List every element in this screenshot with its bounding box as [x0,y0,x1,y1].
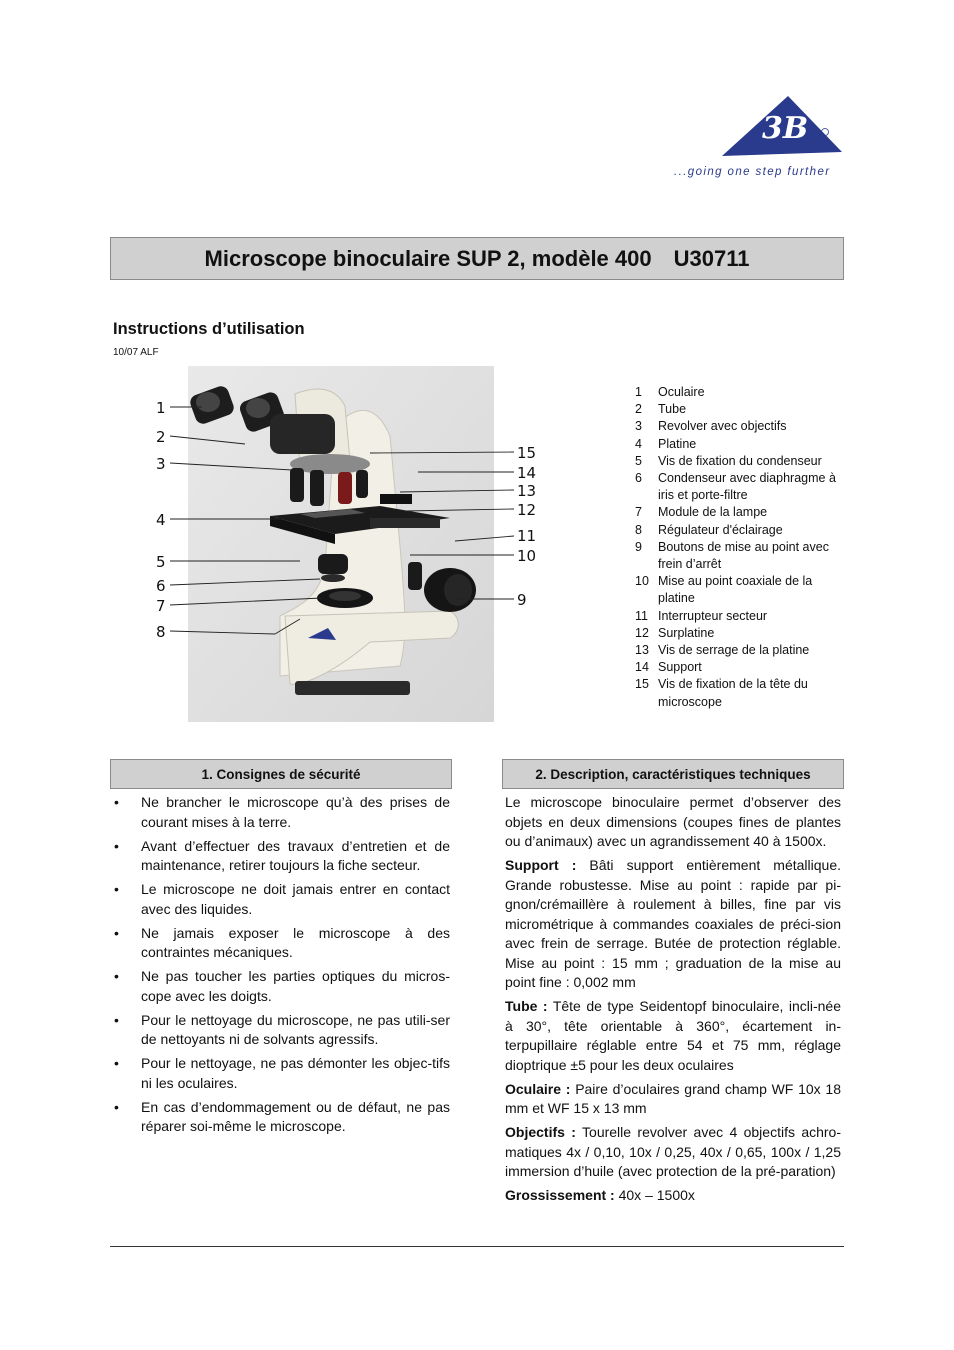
list-item: • Le microscope ne doit jamais entrer en contact avec des liquides. [110,880,450,919]
microscope-photo [150,366,550,722]
list-item: • Pour le nettoyage, ne pas démonter les objec-tifs ni les oculaires. [110,1054,450,1093]
legend-item: 7 Module de la lampe [635,505,768,520]
microscope-figure [150,366,550,722]
callout-14: 14 [517,464,537,482]
callout-8: 8 [156,623,166,641]
logo-tagline: ...going one step further [674,166,831,178]
list-item: • Ne brancher le microscope qu’à des prises de courant mises à la terre. [110,793,450,832]
spec-support: Support : Bâti support entièrement métallique. Grande robustesse. Mise au point : rapide par pi-gnon/crémaillère à roulement à billes, fine par vis micrométrique à commandes coaxiales de préci-sion avec frein de serrage. Butée de protection réglable. Mise au point : 15 mm ; graduation de la mise au point fine : 0,002 mm [505,857,842,990]
callout-5: 5 [156,553,166,571]
legend-item: 2 Tube [635,402,687,417]
spec-objectives: Objectifs : Tourelle revolver avec 4 objectifs achro-matiques 4x / 0,10, 10x / 0,25, 40x / 0,65, 100x / 1,25 immersion d’huile (avec protection de la pré-paration) [505,1124,841,1179]
legend-item: 3 Revolver avec objectifs [635,419,787,434]
callout-15: 15 [517,444,537,462]
callout-7: 7 [156,597,166,615]
parts-legend [635,384,850,711]
list-item: • Ne jamais exposer le microscope à des contraintes mécaniques. [110,924,450,963]
section-safety-heading: 1. Consignes de sécurité [110,759,452,789]
callout-6: 6 [156,577,166,595]
legend-item: 8 Régulateur d'éclairage [635,522,783,537]
legend-item: 4 Platine [635,436,697,451]
legend-item: 10 Mise au point coaxiale de la platine [635,574,813,606]
legend-item: 6 Condenseur avec diaphragme à iris et porte-filtre [635,471,836,503]
document-title-bar [110,237,844,280]
callout-1: 1 [156,399,166,417]
callout-3: 3 [156,455,166,473]
legend-item: 1 Oculaire [635,385,705,399]
callout-10: 10 [517,547,537,565]
callout-4: 4 [156,511,166,529]
title-main: Microscope binoculaire SUP 2, modèle 400 [204,245,652,271]
spec-eyepiece: Oculaire : Paire d’oculaires grand champ WF 10x 18 mm et WF 15 x 13 mm [505,1080,841,1116]
safety-list [110,793,450,1141]
spec-tube: Tube : Tête de type Seidentopf binoculaire, incli-née à 30°, tête orientable à 360°, écartement in-terpupillaire réglable entre 54 et 75 mm, réglage dioptrique ±5 pour les deux oculaires [505,998,841,1073]
list-item: • Pour le nettoyage du microscope, ne pas utili-ser de nettoyants ni de solvants agressifs. [110,1011,450,1050]
legend-item: 15 Vis de fixation de la tête du microscope [635,677,808,709]
footer-divider [110,1246,844,1247]
callout-12: 12 [517,501,537,519]
section-description-heading: 2. Description, caractéristiques techniques [502,759,844,789]
legend-item: 5 Vis de fixation du condenseur [635,453,822,468]
description-intro: Le microscope binoculaire permet d’observer des objets en deux dimensions (coupes fines de plantes ou d’animaux) avec un agrandissement 40 à 1500x. [505,794,841,849]
legend-item: 9 Boutons de mise au point avec frein d’arrêt [635,539,829,572]
legend-item: 11 Interrupteur secteur [635,608,768,623]
instructions-heading: Instructions d’utilisation [113,320,305,338]
callout-2: 2 [156,428,166,446]
brand-logo [670,92,850,187]
document-title [205,246,750,272]
spec-magnification: Grossissement : 40x – 1500x [505,1187,695,1203]
callout-13: 13 [517,482,537,500]
list-item: • En cas d’endommagement ou de défaut, ne pas réparer soi-même le microscope. [110,1098,450,1137]
callout-9: 9 [517,591,527,609]
3b-triangle-logo-icon [670,92,850,162]
list-item: • Avant d’effectuer des travaux d’entretien et de maintenance, retirer toujours la fiche secteur. [110,837,450,876]
logo-brand-text: 3B [762,111,809,146]
callout-11: 11 [517,527,537,545]
product-code: U30711 [673,245,750,271]
list-item: • Ne pas toucher les parties optiques du micros-cope avec les doigts. [110,967,450,1006]
description-body [505,793,841,1210]
legend-item: 14 Support [635,660,702,675]
legend-item: 12 Surplatine [635,625,715,640]
legend-item: 13 Vis de serrage de la platine [635,643,810,658]
document-date: 10/07 ALF [113,347,159,358]
